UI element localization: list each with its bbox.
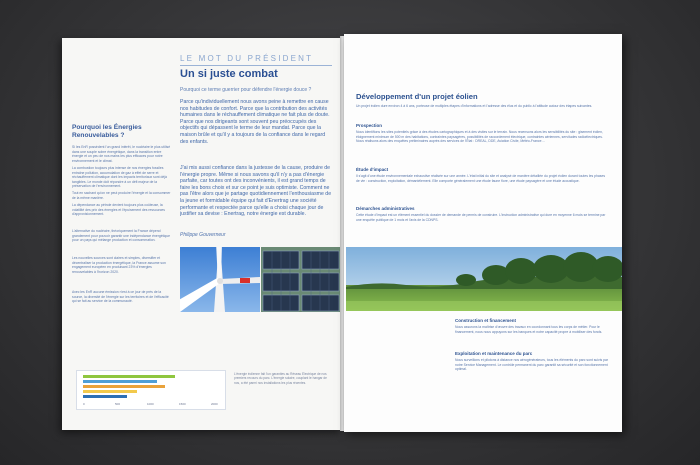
side-text-5: L'alternative du nucléaire, théoriquement la France dépend grandement pour pouvoir garantir une indépendance énergétique pour un pays qui mélange production et consommation. [72, 229, 171, 243]
chart-tick-label: 1500 [179, 402, 186, 406]
headline: Un si juste combat [180, 68, 278, 80]
kicker-text: LE MOT DU PRÉSIDENT [180, 54, 314, 63]
landscape-photo [346, 247, 622, 311]
side-text-4: La dépendance au pétrole devient toujours plus coûteuse, la volatilité des prix des énergies et l'épuisement des ressources d'approvisionnement. [72, 203, 165, 217]
section-title-demarches: Démarches administratives [356, 206, 415, 211]
side-title: Pourquoi les Énergies Renouvelables ? [72, 124, 142, 139]
chart-bar [83, 385, 165, 388]
chart-bar [83, 390, 137, 393]
section-text-exploitation: Nous surveillons et pilotons à distance nos aérogénérateurs, tous les éléments du parc sont suivis par notre Service Management. Le contrôle permanent du parc garantit sa sécurité et son fonctionnement optimal. [455, 358, 609, 372]
section-text-etude-impact: Il s'agit d'une étude environnementale exhaustive réalisée sur une année. L'état initial du site et analysé de manière détaillée du projet éolien durant toutes les phases de vie : construction, exploitation, démantèlement. Elle comporte généralement une étude faune flore, une étude paysagère et une étude acoustique. [356, 174, 606, 183]
section-title-etude-impact: Étude d'impact [356, 167, 389, 172]
chart-tick-label: 2000 [211, 402, 218, 406]
side-text-2: La combustion toujours plus intense de nos énergies fossiles entraîne pollution, accumulation de gaz à effet de serre et réchauffement climatique dont les impacts territoriaux sont déjà tangibles. Le monde doit répondre à un défi majeur de la préservation de l'environnement. [72, 166, 167, 188]
chart-bar [83, 395, 127, 398]
section-text-construction: Nous assurons la maîtrise d'œuvre des travaux en coordonnant tous les corps de métier. Pour le financement, nous nous appuyons sur les banques et notre capacité propre à mobiliser des fonds. [455, 325, 603, 334]
chart-tick-label: 500 [115, 402, 121, 406]
kicker-rule [180, 65, 332, 66]
chart-tick-label: 1000 [147, 402, 154, 406]
energy-bar-chart [76, 370, 226, 410]
solar-panel-photo [261, 247, 341, 312]
section-title-construction: Construction et financement [455, 318, 517, 323]
chart-bar [83, 375, 175, 378]
president-paragraph-1: Parce qu'individuellement nous avons peine à remettre en cause nos habitudes de confort. Parce que la contribution des activités humaines dans le réchauffement climatique ne fait plus de doute. Parce que nos dirigeants sont souvent peu préoccupés des objectifs qui dépassent le terme de leur mandat. Parce que la maison brûle et qu'il y a toujours de la confiance dans le regard des enfants. [180, 99, 330, 145]
side-text-7: Avec les EnR aucune émission n'est à ce jour de près de la source, la diversité de l'énergie sur les territoires et de l'efficacité qui se fait au service de la communauté. [72, 290, 169, 304]
chart-caption: L'énergie éolienne fait l'un garanties au Réseau Électrique de nos premiers recours du parc. L'énergie solaire, couplant le hangar de nos, a été parmi nos installations les plus récentes. [234, 372, 327, 385]
section-title-prospection: Prospection [356, 123, 383, 128]
right-intro: Un projet éolien dure environ 4 à 6 ans, porteuse de multiples étapes d'informations et l'adresse des élus et du public à l'attitude autour des étapes suivantes. [356, 104, 593, 108]
signature: Philippe Gouverneur [180, 232, 226, 238]
chart-tick-label: 0 [83, 402, 85, 406]
chart-bar [83, 380, 157, 383]
side-text-1: Si les EnR possèdent l'un grand intérêt, le nucléaire le plus utilisé dans une souple sobre énergétique, dans la transition entre énergie et un peu de nos mains les plus efficaces pour notre environnement et le climat. [72, 145, 171, 163]
lead-text: Pourquoi ce terme guerrier pour défendre l'énergie douce ? [180, 87, 312, 93]
section-text-demarches: Cette étude d'impact est un élément essentiel du dossier de demande de permis de construire. L'instruction administrative qui dure en moyenne 6 mois se termine par une enquête publique de 1 mois et l'avis de la CDNPS. [356, 213, 606, 222]
side-text-6: Les nouvelles sources sont claires et simples, diversifier et décentraliser la production énergétique, la France assume son engagement européen en produisant 23% d'énergies renouvelables à l'horizon 2020. [72, 256, 166, 274]
side-text-3: Tout en sachant qu'on ne peut produire l'énergie et la consommer de la même manière. [72, 191, 171, 200]
president-paragraph-2: J'ai mis aussi confiance dans la justesse de la cause, produire de l'énergie propre. Même si nous savons qu'il n'y a pas d'énergie parfaite, car toutes ont des inconvénients, il est grand temps de faire les bons choix et sur ce point je suis optimiste. Comment ne pas l'être alors que je partage quotidiennement l'enthousiasme de la jeune et formidable équipe qui fait d'Enertrag une société performante et respectée parce qu'elle a choisi chaque jour de justifier sa devise : Enertrag, notre énergie est durable. [180, 165, 332, 218]
wind-turbine-photo [180, 247, 260, 312]
right-title: Développement d'un projet éolien [356, 92, 478, 101]
section-text-prospection: Nous identifions les sites potentiels grâce à des études cartographiques et à des visites sur le terrain. Nous recensons alors les sensibilités du site : gisement éolien, éloignement minimum de 500 m des habitations, contraintes paysagères, possibilités de raccordement électrique, contraintes aériennes, servitudes radioélectriques. Nous réalisons alors des enquêtes préliminaires auprès des services de l'État : DREAL, DDE, Aviation Civile, Météo-France… [356, 130, 603, 144]
section-title-exploitation: Exploitation et maintenance du parc [455, 351, 533, 356]
